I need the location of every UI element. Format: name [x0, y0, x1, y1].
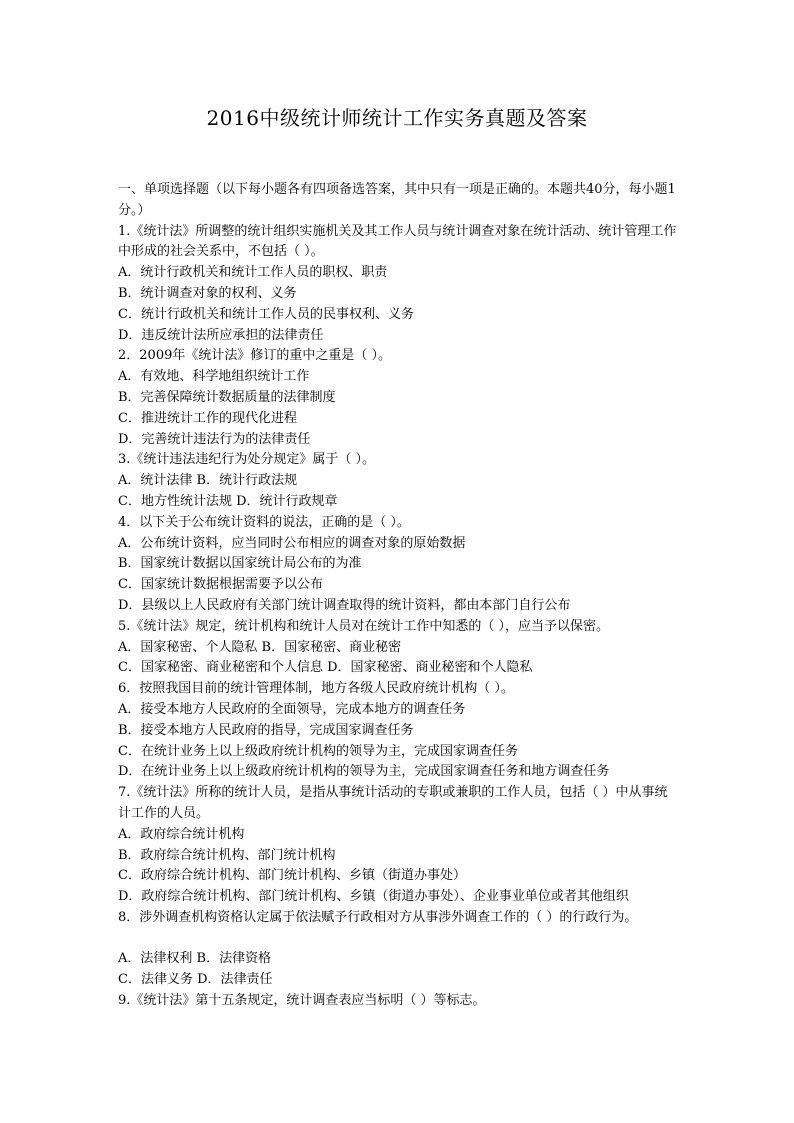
- question-5-options-cd: C．国家秘密、商业秘密和个人信息 D．国家秘密、商业秘密和个人隐私: [118, 660, 533, 676]
- question-7: 7.《统计法》所称的统计人员，是指从事统计活动的专职或兼职的工作人员，包括（ ）中从事统计工作的人员。: [118, 785, 668, 821]
- question-8-options-ab: A．法律权利 B．法律资格: [118, 951, 272, 967]
- question-3: 3.《统计违法违纪行为处分规定》属于（ ）。: [118, 452, 376, 468]
- question-6-option-a: A．接受本地方人民政府的全面领导，完成本地方的调查任务: [118, 701, 466, 717]
- question-2-option-b: B．完善保障统计数据质量的法律制度: [118, 389, 336, 405]
- question-8: 8．涉外调查机构资格认定属于依法赋予行政相对方从事涉外调查工作的（ ）的行政行为。: [118, 909, 638, 925]
- question-8-options-cd: C．法律义务 D．法律责任: [118, 972, 273, 988]
- question-7-option-c: C．政府综合统计机构、部门统计机构、乡镇（街道办事处）: [118, 868, 466, 884]
- question-2: 2．2009年《统计法》修订的重中之重是（ ）。: [118, 348, 391, 364]
- question-9: 9.《统计法》第十五条规定，统计调查表应当标明（ ）等标志。: [118, 993, 486, 1009]
- question-2-option-c: C．推进统计工作的现代化进程: [118, 410, 297, 426]
- question-7-option-b: B．政府综合统计机构、部门统计机构: [118, 847, 336, 863]
- document-body: [118, 180, 678, 1012]
- question-6-option-b: B．接受本地方人民政府的指导，完成国家调查任务: [118, 722, 414, 738]
- question-4-option-d: D．县级以上人民政府有关部门统计调查取得的统计资料，都由本部门自行公布: [118, 597, 571, 613]
- question-1: 1.《统计法》所调整的统计组织实施机关及其工作人员与统计调查对象在统计活动、统计管理工作中形成的社会关系中，不包括（ ）。: [118, 223, 677, 260]
- question-1-option-d: D．违反统计法所应承担的法律责任: [118, 327, 324, 343]
- question-4-option-c: C．国家统计数据根据需要予以公布: [118, 577, 323, 593]
- question-2-option-a: A．有效地、科学地组织统计工作: [118, 369, 310, 385]
- question-3-options-cd: C．地方性统计法规 D．统计行政规章: [118, 493, 338, 509]
- question-1-option-a: A．统计行政机关和统计工作人员的职权、职责: [118, 265, 388, 281]
- question-5-options-ab: A．国家秘密、个人隐私 B．国家秘密、商业秘密: [118, 639, 402, 655]
- question-1-option-c: C．统计行政机关和统计工作人员的民事权利、义务: [118, 306, 414, 322]
- document-title: 2016中级统计师统计工作实务真题及答案: [206, 106, 588, 130]
- question-2-option-d: D．完善统计违法行为的法律责任: [118, 431, 311, 447]
- question-4-option-b: B．国家统计数据以国家统计局公布的为准: [118, 556, 362, 572]
- question-4: 4．以下关于公布统计资料的说法，正确的是（ ）。: [118, 514, 410, 530]
- question-7-option-d: D．政府综合统计机构、部门统计机构、乡镇（街道办事处）、企业事业单位或者其他组织: [118, 889, 629, 905]
- question-1-option-b: B．统计调查对象的权利、义务: [118, 285, 297, 301]
- question-6-option-d: D．在统计业务上以上级政府统计机构的领导为主，完成国家调查任务和地方调查任务: [118, 764, 610, 780]
- question-3-options-ab: A．统计法律 B．统计行政法规: [118, 473, 298, 489]
- question-5: 5.《统计法》规定，统计机构和统计人员对在统计工作中知悉的（ ），应当予以保密。: [118, 618, 610, 634]
- section-heading: 一、单项选择题（以下每小题各有四项备选答案，其中只有一项是正确的。本题共40分，每小题1分。）: [118, 182, 676, 218]
- question-6: 6．按照我国目前的统计管理体制，地方各级人民政府统计机构（ ）。: [118, 681, 514, 697]
- question-4-option-a: A．公布统计资料，应当同时公布相应的调查对象的原始数据: [118, 535, 466, 551]
- question-7-option-a: A．政府综合统计机构: [118, 826, 245, 842]
- question-6-option-c: C．在统计业务上以上级政府统计机构的领导为主，完成国家调查任务: [118, 743, 518, 759]
